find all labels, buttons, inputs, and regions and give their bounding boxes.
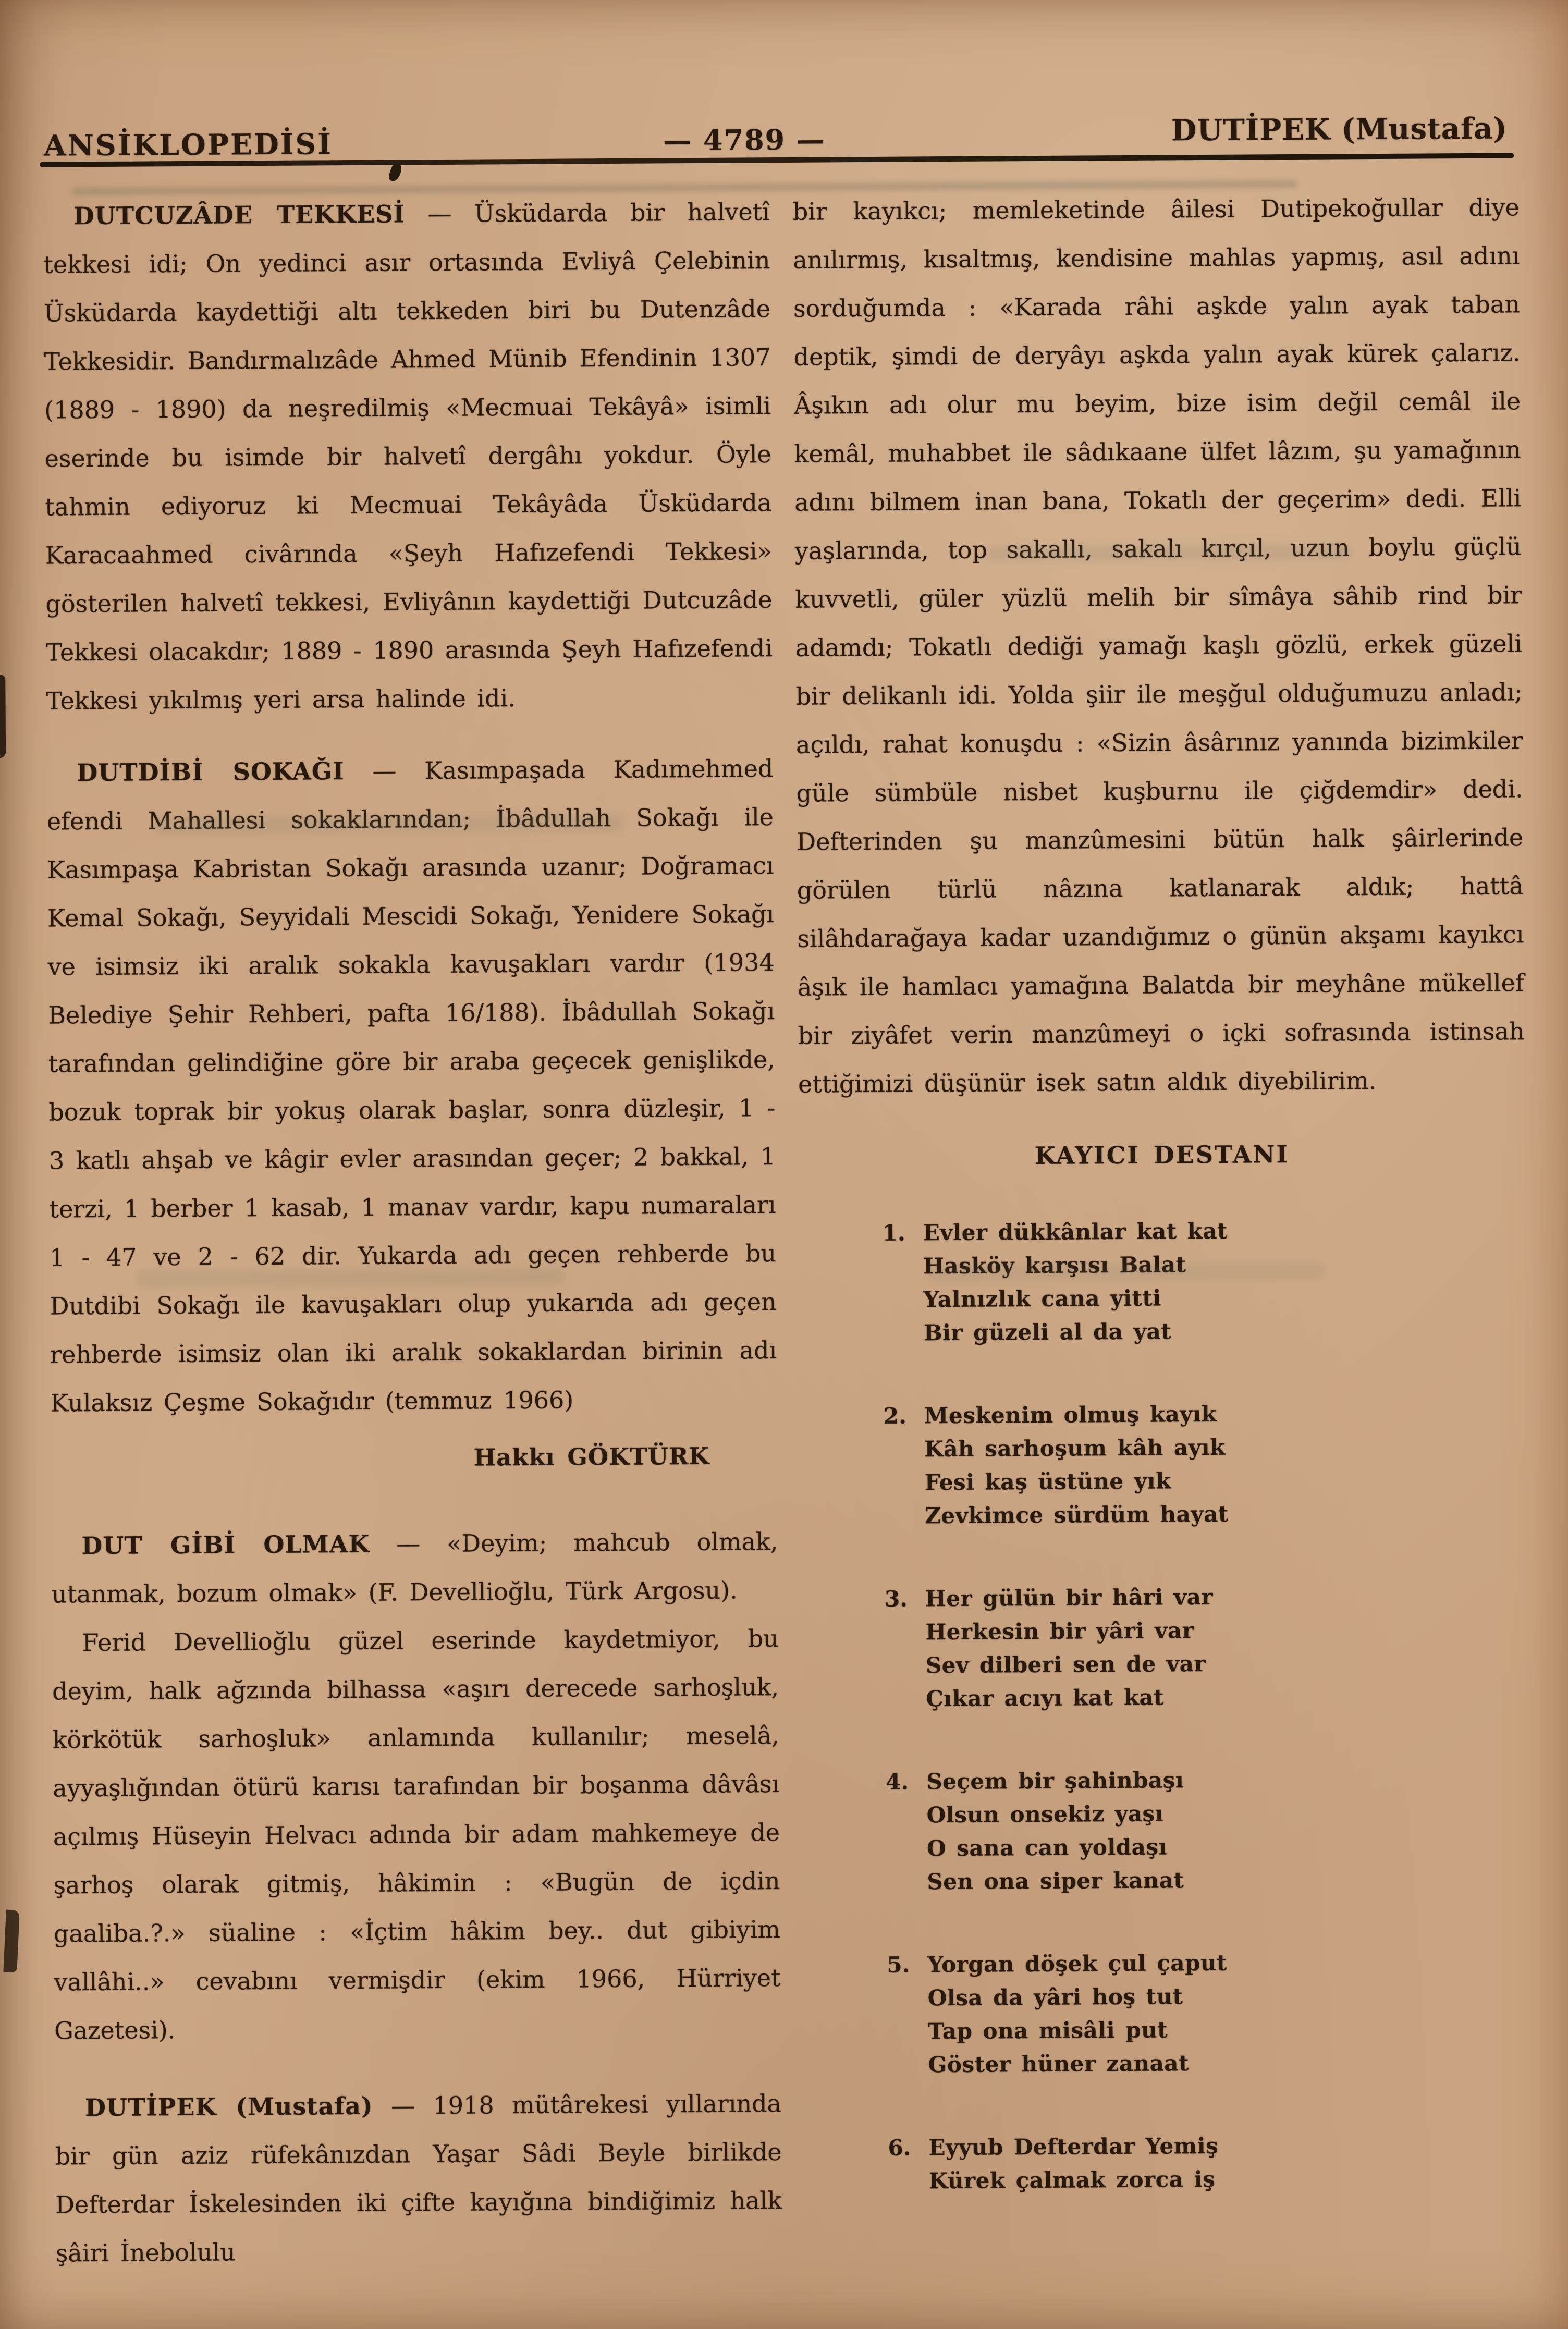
stanza-number: 5. [887,1952,910,1978]
entry-body: — Üsküdarda bir halvetî tekkesi idi; On yedinci asır ortasında Evliyâ Çelebinin Üsküdarda kaydettiği altı tekkeden biri bu Dutenzâde Tekkesidir. Bandırmalızâde Ahmed Münib Efendinin 1307 (1889 - 1890) da neşredilmiş «Mecmuai Tekâyâ» isimli eserinde bu isimde bir halvetî dergâhı yokdur. Öyle tahmin ediyoruz ki Mecmuai Tekâyâda Üsküdarda Karacaahmed civârında «Şeyh Hafızefendi Tekkesi» gösterilen halvetî tekkesi, Evliyânın kaydettiği Dutcuzâde Tekkesi olacakdır; 1889 - 1890 arasında Şeyh Hafızefendi Tekkesi yıkılmış yeri arsa halinde idi. [43,198,773,715]
ghost-text-artifact [928,1264,1325,1282]
poem-kayici-destani [883,1212,1532,2198]
poem-stanza [884,1395,1528,1533]
stanza-lines: Meskenim olmuş kayık Kâh sarhoşum kâh ayık Fesi kaş üstüne yık Zevkimce sürdüm hayat [924,1401,1229,1529]
entry-body: — Kasımpaşada Kadımehmed efendi Mahallesi sokaklarından; İbâdullah Sokağı ile Kasımpaşa Kabristan Sokağı arasında uzanır; Doğramacı Kemal Sokağı, Seyyidali Mescidi Sokağı, Yenidere Sokağı ve isimsiz iki aralık sokakla kavuşakları vardır (1934 Belediye Şehir Rehberi, pafta 16/188). İbâdullah Sokağı tarafından gelindiğine göre bir araba geçecek genişlikde, bozuk toprak bir yokuş olarak başlar, sonra düzleşir, 1 - 3 katlı ahşab ve kâgir evler arasından geçer; 2 bakkal, 1 terzi, 1 berber 1 kasab, 1 manav vardır, kapu numaraları 1 - 47 ve 2 - 62 dir. Yukarda adı geçen rehberde bu Dutdibi Sokağı ile kavuşakları olup yukarıda adı geçen rehberde isimsiz olan iki aralık sokaklardan birinin adı Kulaksız Çeşme Sokağıdır (temmuz 1966) [46,754,777,1417]
running-header-title: ANSİKLOPEDİSİ [43,127,333,163]
entry-term: DUTDİBİ SOKAĞI [77,757,345,787]
stanza-number: 2. [883,1403,906,1429]
entry-term: DUT GİBİ OLMAK [81,1529,370,1560]
entry-term: DUTCUZÂDE TEKKESİ [73,200,406,230]
right-column [793,183,1532,2248]
poem-stanza [883,1212,1527,1350]
ink-smudge [0,675,6,758]
stanza-lines: Evler dükkânlar kat kat Hasköy karşısı Balat Yalnızlık cana yitti Bir güzeli al da yat [923,1218,1228,1346]
stanza-lines: Her gülün bir hâri var Herkesin bir yâri var Sev dilberi sen de var Çıkar acıyı kat kat [925,1584,1214,1712]
running-header-entry: DUTİPEK (Mustafa) [1171,111,1508,148]
poem-stanza [888,2127,1532,2198]
stanza-number: 4. [886,1769,909,1795]
entry-continuation: bir kayıkcı; memleketinde âilesi Dutipekoğullar diye anılırmış, kısaltmış, kendisine mahlas yapmış, asıl adını sorduğumda : «Karada râhi aşkde yalın ayak taban deptik, şimdi de deryâyı aşkda yalın ayak kürek çalarız. Âşıkın adı olur mu beyim, bize isim değil cemâl ile kemâl, muhabbet ile sâdıkaane ülfet lâzım, şu yamağının adını bilmem inan bana, Tokatlı der geçerim» dedi. Elli yaşlarında, top sakallı, sakalı kırçıl, uzun boylu güçlü kuvvetli, güler yüzlü melih bir sîmâya sâhib rind bir adamdı; Tokatlı dediği yamağı kaşlı gözlü, erkek güzeli bir delikanlı idi. Yolda şiir ile meşğul olduğumuzu anladı; açıldı, rahat konuşdu : «Sizin âsârınız yanında bizimkiler güle sümbüle nisbet kuşburnu ile çiğdemdir» dedi. Defterinden şu manzûmesini bütün halk şâirlerinde görülen türlü nâzına katlanarak aldık; hattâ silâhdarağaya kadar uzandığımız o günün akşamı kayıkcı âşık ile hamlacı yamağına Balatda bir meyhâne mükellef bir ziyâfet verin manzûmeyi o içki sofrasında istinsah ettiğimizi düşünür isek satın aldık diyebilirim. [792,193,1525,1098]
poem-stanza [887,1944,1531,2082]
stanza-number: 6. [888,2135,911,2161]
stanza-lines: Yorgan döşek çul çaput Olsa da yâri hoş tut Tap ona misâli put Göster hüner zanaat [927,1950,1227,2078]
entry-dut-gibi-olmak [51,1517,778,1619]
ghost-text-artifact [136,1268,564,1288]
entry-dutcuzade-tekkesi [43,188,773,725]
author-signature: Hakkı GÖKTÜRK [473,1442,710,1472]
entry-term: DUTİPEK (Mustafa) [84,2091,373,2122]
entry-body: — «Deyim; mahcub olmak, utanmak, bozum olmak» (F. Devellioğlu, Türk Argosu). [51,1527,778,1609]
poem-title: KAYICI DESTANI [1034,1140,1290,1170]
entry-paragraph: Ferid Devellioğlu güzel eserinde kaydetmiyor, bu deyim, halk ağzında bilhassa «aşırı derecede sarhoşluk, körkötük sarhoşluk» anlamında kullanılır; meselâ, ayyaşlığından ötürü karısı tarafından bir boşanma dâvâsı açılmış Hüseyin Helvacı adında bir adam mahkemeye de şarhoş olarak gitmiş, hâkimin : «Bugün de içdin gaaliba.?.» süaline : «İçtim hâkim bey.. dut gibiyim vallâhi..» cevabını vermişdir (ekim 1966, Hürriyet Gazetesi). [52,1624,781,2045]
poem-stanza [885,1578,1529,1716]
page-number: — 4789 — [663,122,826,157]
stanza-lines: Seçem bir şahinbaşı Olsun onsekiz yaşı O sana can yoldaşı Sen ona siper kanat [926,1767,1184,1895]
poem-stanza [886,1761,1530,1899]
stanza-number: 3. [884,1586,908,1612]
left-column [43,188,782,2277]
entry-dutdibi-sokagi [46,744,777,1427]
entry-dutipek-mustafa [55,2079,782,2278]
stanza-number: 1. [882,1220,905,1246]
stanza-lines: Eyyub Defterdar Yemiş Kürek çalmak zorca iş [928,2132,1219,2194]
ink-smudge [3,1910,20,1973]
ghost-text-artifact [154,814,623,835]
ghost-text-artifact [987,544,1352,561]
entry-body: — 1918 mütârekesi yıllarında bir gün aziz rüfekânızdan Yaşar Sâdi Beyle birlikde Defterdar İskelesinden iki çifte kayığına bindiğimiz halk şâiri İnebolulu [55,2089,782,2267]
